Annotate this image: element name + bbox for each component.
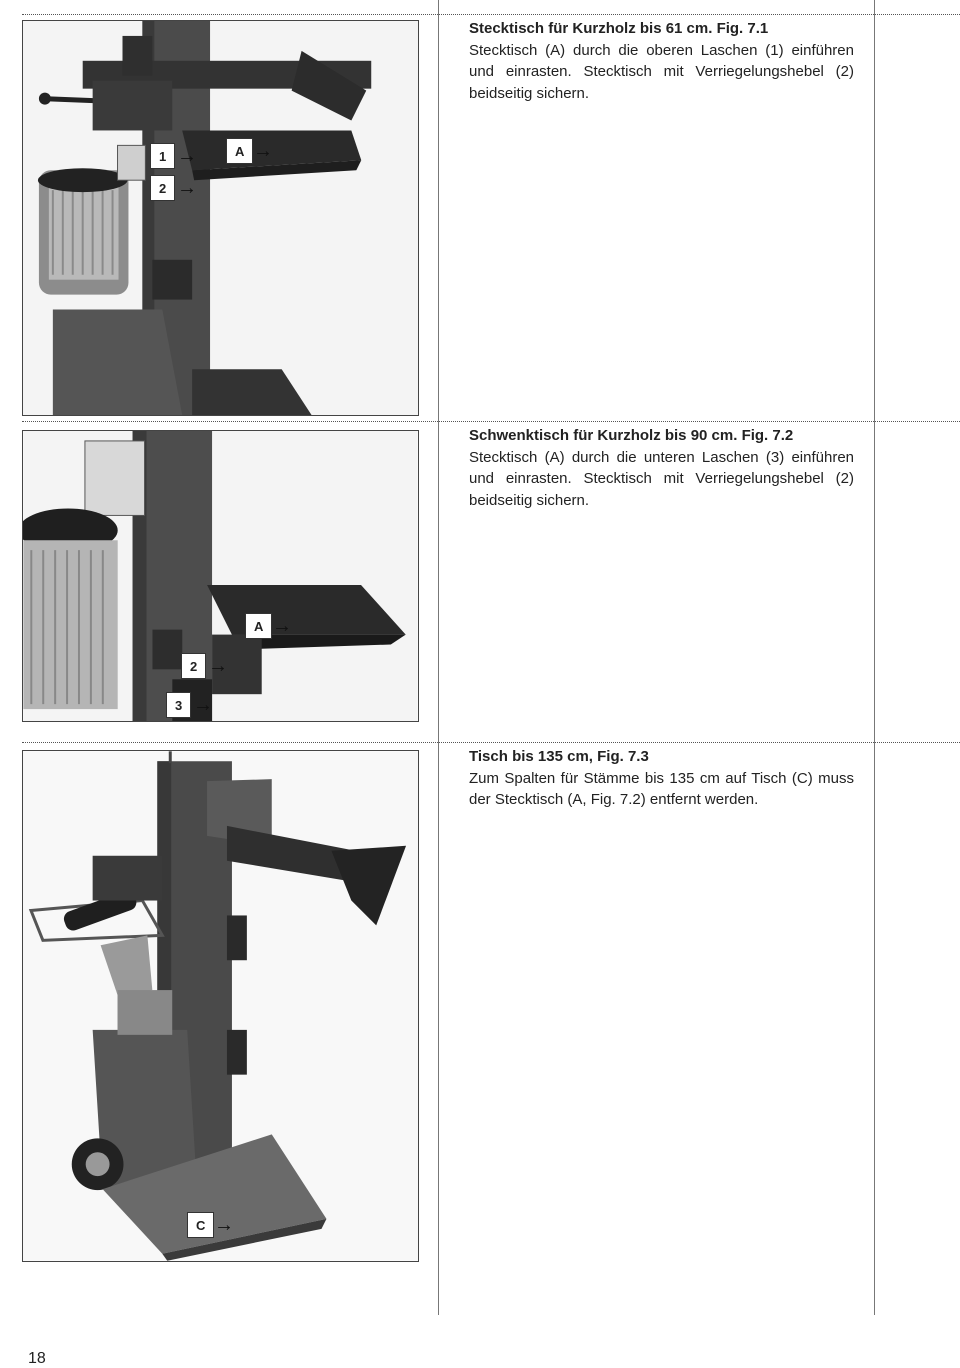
callout-1: 1 [150, 143, 175, 169]
callout-3: 3 [166, 692, 191, 718]
arrow-icon: → [253, 140, 273, 162]
right-margin-line [874, 0, 875, 1315]
heading-7-1: Stecktisch für Kurzholz bis 61 cm. Fig. 7.1 [469, 20, 769, 37]
arrow-icon: → [208, 655, 228, 677]
separator-3 [22, 742, 960, 743]
callout-c: C [187, 1212, 214, 1238]
body-7-3: Zum Spalten für Stämme bis 135 cm auf Tisch (C) muss der Stecktisch (A, Fig. 7.2) entfernt werden. [469, 769, 854, 808]
instruction-7-1 [469, 18, 854, 104]
instruction-7-3 [469, 746, 854, 811]
log-splitter-illustration-top [23, 21, 418, 415]
heading-7-2: Schwenktisch für Kurzholz bis 90 cm. Fig. 7.2 [469, 427, 794, 444]
callout-a: A [226, 138, 253, 164]
arrow-icon: → [177, 177, 197, 199]
arrow-icon: → [193, 694, 213, 716]
heading-7-3: Tisch bis 135 cm, Fig. 7.3 [469, 748, 649, 765]
column-divider [438, 0, 439, 1315]
arrow-icon: → [214, 1214, 234, 1236]
arrow-icon: → [177, 145, 197, 167]
instruction-7-2 [469, 425, 854, 511]
log-splitter-illustration-full [23, 751, 418, 1261]
separator-1 [22, 14, 960, 15]
body-7-2: Stecktisch (A) durch die unteren Laschen (3) einführen und einrasten. Stecktisch mit Verriegelungshebel (2) beidseitig sichern. [469, 448, 854, 509]
figure-image-7-3 [22, 750, 419, 1262]
page-number: 18 [28, 1350, 46, 1367]
body-7-1: Stecktisch (A) durch die oberen Laschen (1) einführen und einrasten. Stecktisch mit Verriegelungshebel (2) beidseitig sichern. [469, 41, 854, 102]
callout-2: 2 [150, 175, 175, 201]
callout-a: A [245, 613, 272, 639]
separator-2 [22, 421, 960, 422]
arrow-icon: → [272, 615, 292, 637]
figure-image-7-1 [22, 20, 419, 416]
callout-2: 2 [181, 653, 206, 679]
